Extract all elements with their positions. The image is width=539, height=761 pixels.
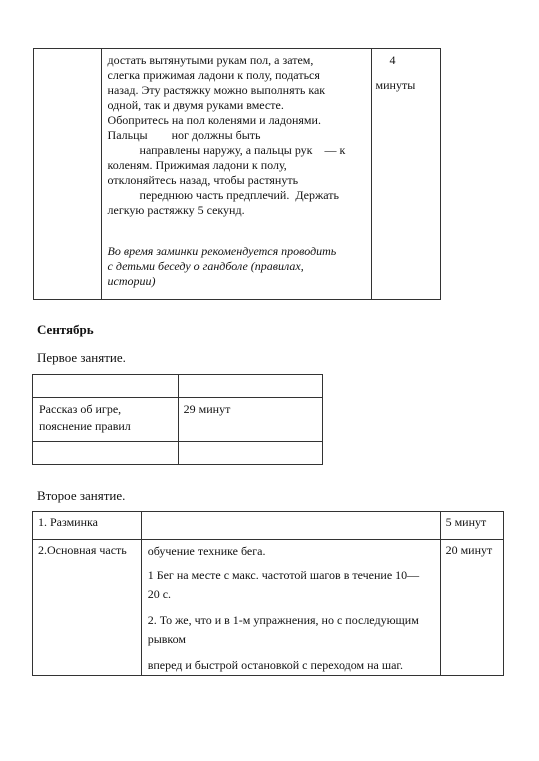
table3-content-cell (141, 512, 440, 540)
description-line: отклоняйтесь назад, чтобы растянуть (107, 173, 299, 187)
content-paragraph: вперед и быстрой остановкой с переходом на шаг. (147, 658, 403, 672)
description-line: достать вытянутыми рукам пол, а затем, (107, 53, 314, 67)
description-line: Обопритесь на пол коленями и ладонями. (107, 113, 321, 127)
duration-text: 20 минут (445, 543, 493, 557)
description-line: назад. Эту растяжку можно выполнять как (107, 83, 326, 97)
table1-empty-cell (34, 49, 102, 300)
cooldown-note-line: истории) (107, 274, 156, 288)
table2-cell-empty (178, 375, 322, 398)
table2-activity-cell (33, 398, 179, 442)
description-line: Пальцы ног должны быть (107, 128, 261, 142)
content-paragraph: обучение технике бега. (147, 544, 266, 558)
lesson-1-table (32, 374, 323, 465)
table3-duration-cell (440, 540, 503, 676)
part-label: 2.Основная часть (38, 543, 127, 557)
content-paragraph: рывком (147, 632, 187, 646)
table2-cell-empty (33, 442, 179, 465)
activity-line: пояснение правил (39, 419, 131, 433)
description-line: слегка прижимая ладони к полу, податься (107, 68, 320, 82)
description-line: коленям. Прижимая ладони к полу, (107, 158, 287, 172)
table1-description-cell (101, 49, 371, 300)
lesson-1-title: Первое занятие. (37, 350, 126, 365)
exercise-table-continued (33, 48, 441, 300)
duration-number: 4 (389, 53, 396, 67)
duration-text: 29 минут (183, 402, 231, 416)
description-line: переднюю часть предплечий. Держать (139, 188, 340, 202)
part-label: 1. Разминка (38, 515, 98, 529)
content-paragraph: 2. То же, что и в 1-м упражнения, но с последующим (147, 613, 419, 627)
month-heading: Сентябрь (37, 322, 94, 337)
description-line: легкую растяжку 5 секунд. (107, 203, 245, 217)
table1-duration-cell (371, 49, 440, 300)
content-paragraph: 1 Бег на месте с макс. частотой шагов в течение 10— (147, 568, 420, 582)
duration-unit: минуты (375, 78, 416, 92)
table3-part-cell (33, 512, 142, 540)
content-paragraph: 20 с. (147, 587, 172, 601)
table2-duration-cell (178, 398, 322, 442)
activity-line: Рассказ об игре, (39, 402, 122, 416)
duration-text: 5 минут (445, 515, 487, 529)
table3-part-cell (33, 540, 142, 676)
cooldown-note-line: с детьми беседу о гандболе (правилах, (107, 259, 304, 273)
description-line: одной, так и двумя руками вместе. (107, 98, 284, 112)
table3-duration-cell (440, 512, 503, 540)
table2-cell-empty (33, 375, 179, 398)
lesson-2-table (32, 511, 504, 676)
description-line: направлены наружу, а пальцы рук — к (139, 143, 346, 157)
table3-content-cell (141, 540, 440, 676)
cooldown-note-line: Во время заминки рекомендуется проводить (107, 244, 337, 258)
lesson-2-title: Второе занятие. (37, 488, 126, 503)
table2-cell-empty (178, 442, 322, 465)
